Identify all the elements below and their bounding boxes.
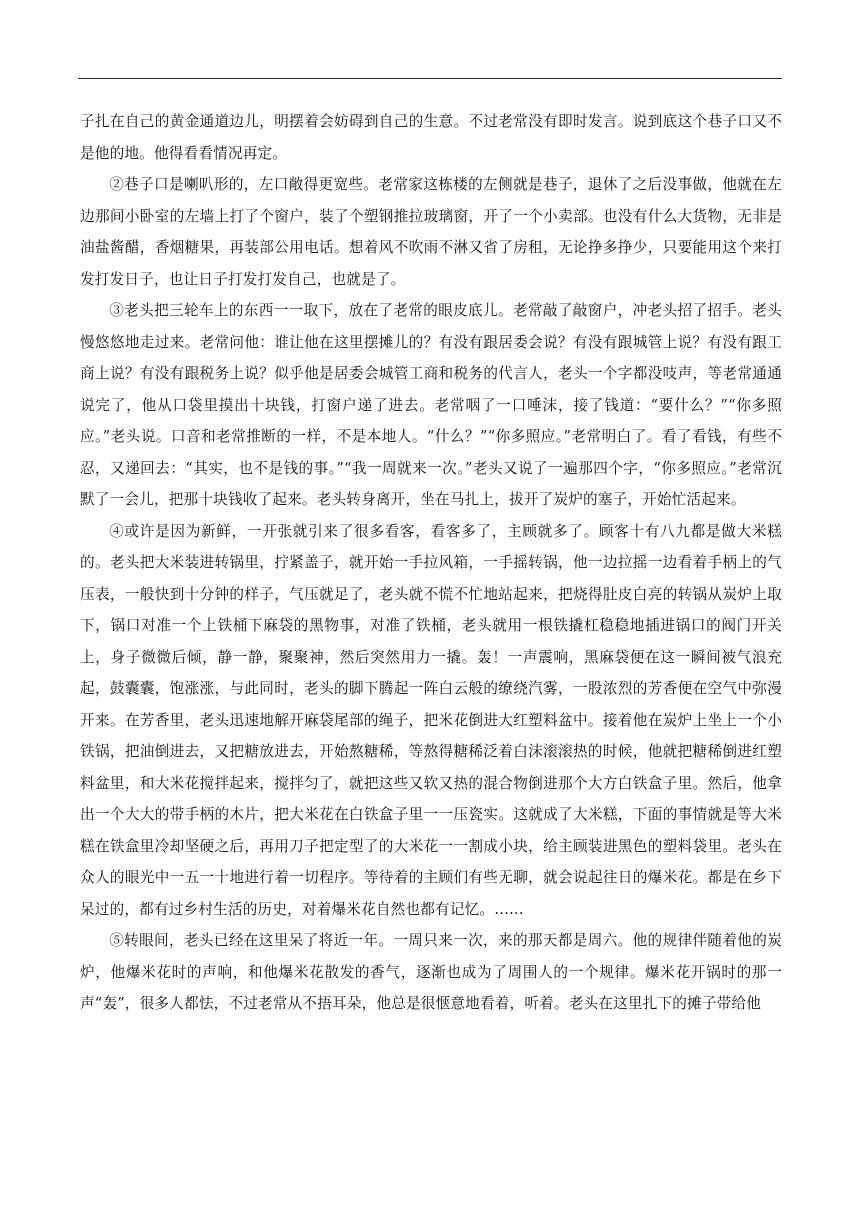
paragraph-2: ②巷子口是喇叭形的，左口敞得更宽些。老常家这栋楼的左侧就是巷子，退休了之后没事做，他就在左边那间小卧室的左墙上打了个窗户，装了个塑钢推拉玻璃窗，开了一个小卖部。也没有什么大货物，无非是油盐酱醋，香烟糖果，再装部公用电话。想着风不吹雨不淋又省了房租，无论挣多挣少，只要能用这个来打发打发日子，也让日子打发打发自己，也就是了。 [80, 176, 782, 288]
article-body [80, 106, 782, 1020]
paragraph-4: ④或许是因为新鲜，一开张就引来了很多看客，看客多了，主顾就多了。顾客十有八九都是做大米糕的。老头把大米装进转锅里，拧紧盖子，就开始一手拉风箱，一手摇转锅，他一边拉摇一边看着手柄上的气压表，一般快到十分钟的样子，气压就足了，老头就不慌不忙地站起来，把烧得肚皮白亮的转锅从炭炉上取下，锅口对准一个上铁桶下麻袋的黑物事，对准了铁桶，老头就用一根铁撬杠稳稳地插进锅口的阀门开关上，身子微微后倾，静一静，聚聚神，然后突然用力一撬。轰！一声震响，黑麻袋便在这一瞬间被气浪充起，鼓囊囊，饱涨涨，与此同时，老头的脚下腾起一阵白云般的缭绕汽雾，一股浓烈的芳香便在空气中弥漫开来。在芳香里，老头迅速地解开麻袋尾部的绳子，把米花倒进大红塑料盆中。接着他在炭炉上坐上一个小铁锅，把油倒进去，又把糖放进去，开始熬糖稀，等熬得糖稀泛着白沫滚滚热的时候，他就把糖稀倒进红塑料盆里，和大米花搅拌起来，搅拌匀了，就把这些又软又热的混合物倒进那个大方白铁盒子里。然后，他拿出一个大大的带手柄的木片，把大米花在白铁盒子里一一压瓷实。这就成了大米糕，下面的事情就是等大米糕在铁盒里冷却坚硬之后，再用刀子把定型了的大米花一一割成小块，给主顾装进黑色的塑料袋里。老头在众人的眼光中一五一十地进行着一切程序。等待着的主顾们有些无聊，就会说起往日的爆米花。都是在乡下呆过的，都有过乡村生活的历史，对着爆米花自然也都有记忆。…… [80, 522, 782, 918]
header-divider [78, 78, 782, 79]
paragraph-3: ③老头把三轮车上的东西一一取下，放在了老常的眼皮底儿。老常敲了敲窗户，冲老头招了招手。老头慢悠悠地走过来。老常问他：谁让他在这里摆摊儿的？有没有跟居委会说？有没有跟城管上说？有没有跟工商上说？有没有跟税务上说？似乎他是居委会城管工商和税务的代言人，老头一个字都没吱声，等老常通通说完了，他从口袋里摸出十块钱，打窗户递了进去。老常咽了一口唾沫，接了钱道：“要什么？”“你多照应。”老头说。口音和老常推断的一样，不是本地人。“什么？”“你多照应。”老常明白了。看了看钱，有些不忍，又递回去：“其实，也不是钱的事。”“我一周就来一次。”老头又说了一遍那四个字，“你多照应。”老常沉默了一会儿，把那十块钱收了起来。老头转身离开，坐在马扎上，拔开了炭炉的塞子，开始忙活起来。 [80, 302, 782, 508]
paragraph-5: ⑤转眼间，老头已经在这里呆了将近一年。一周只来一次，来的那天都是周六。他的规律伴随着他的炭炉，他爆米花时的声响，和他爆米花散发的香气，逐渐也成为了周围人的一个规律。爆米花开锅时的那一声“轰”，很多人都怯，不过老常从不捂耳朵，他总是很惬意地看着，听着。老头在这里扎下的摊子带给他 [80, 932, 782, 1012]
paragraph-continuation: 子扎在自己的黄金通道边儿，明摆着会妨碍到自己的生意。不过老常没有即时发言。说到底这个巷子口又不是他的地。他得看看情况再定。 [80, 113, 782, 162]
